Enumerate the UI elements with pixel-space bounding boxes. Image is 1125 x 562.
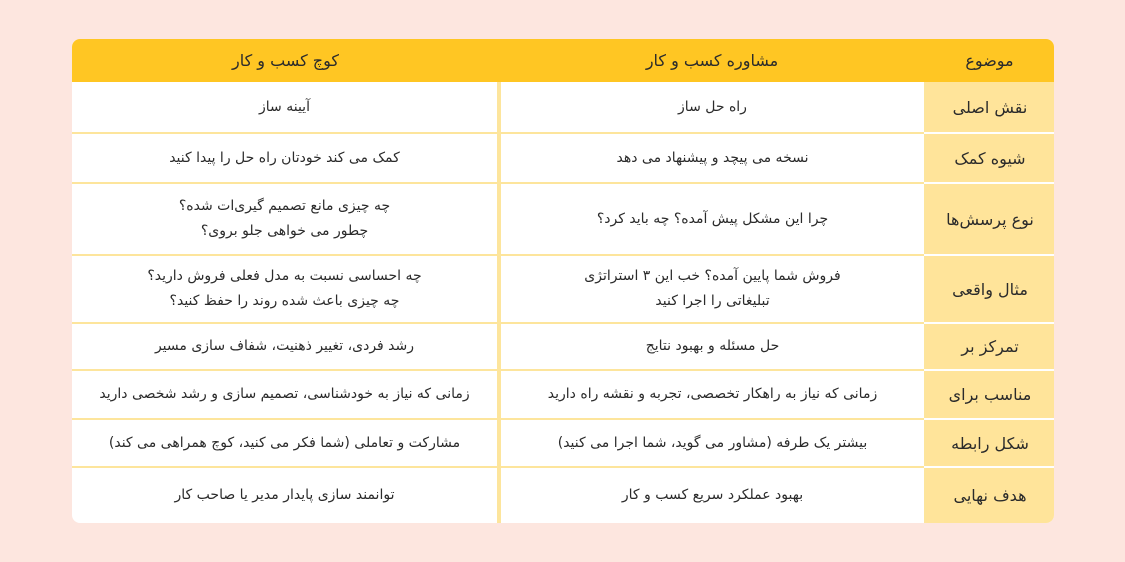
row-consultant-cell [499,255,925,323]
table-row [72,82,1054,133]
row-consultant-cell [499,467,925,523]
row-consultant-cell [499,183,925,255]
cell-text: مشارکت و تعاملی (شما فکر می کنید، کوچ همراهی می کند) [108,434,461,451]
row-topic: شیوه کمک [925,133,1054,183]
row-coach-cell [72,133,499,183]
row-consultant-cell [499,419,925,467]
cell-text: بهبود عملکرد سریع کسب و کار [621,487,804,503]
header-topic: موضوع [925,39,1054,82]
row-coach-cell [72,467,499,523]
cell-text: آیینه ساز [259,98,310,115]
table-row [72,133,1054,183]
table-row [72,323,1054,370]
cell-text: حل مسئله و بهبود نتایج [645,338,780,354]
row-coach-cell [72,183,499,255]
cell-text-line-1: چه احساسی نسبت به مدل فعلی فروش دارید؟ [147,268,422,284]
cell-text: رشد فردی، تغییر ذهنیت، شفاف سازی مسیر [154,338,415,354]
comparison-table-container [72,39,1054,523]
row-consultant-cell [499,82,925,133]
cell-text: توانمند سازی پایدار مدیر یا صاحب کار [174,487,395,503]
table-header-row [72,39,1054,82]
row-topic: مثال واقعی [925,255,1054,323]
row-coach-cell [72,370,499,419]
cell-text: بیشتر یک طرفه (مشاور می گوید، شما اجرا می کنید) [557,434,868,451]
table-row [72,255,1054,323]
comparison-table [72,39,1054,523]
cell-text-line-2: چطور می خواهی جلو بروی؟ [200,223,369,239]
table-row [72,467,1054,523]
cell-text-line-1: چه چیزی مانع تصمیم گیری‌ات شده؟ [178,198,391,214]
row-coach-cell [72,419,499,467]
cell-text: زمانی که نیاز به خودشناسی، تصمیم سازی و رشد شخصی دارید [99,386,470,402]
row-topic: تمرکز بر [925,323,1054,370]
row-topic: نقش اصلی [925,82,1054,133]
row-coach-cell [72,255,499,323]
cell-text-line-2: تبلیغاتی را اجرا کنید [655,293,770,309]
row-consultant-cell [499,133,925,183]
cell-text-line-1: فروش شما پایین آمده؟ خب این ۳ استراتژی [584,268,841,284]
row-topic: مناسب برای [925,370,1054,419]
header-consultant: مشاوره کسب و کار [499,39,925,82]
row-coach-cell [72,323,499,370]
row-coach-cell [72,82,499,133]
cell-text: چرا این مشکل پیش آمده؟ چه باید کرد؟ [596,210,829,227]
cell-text: کمک می کند خودتان راه حل را پیدا کنید [169,149,400,166]
cell-text: نسخه می پیچد و پیشنهاد می دهد [616,149,809,166]
row-consultant-cell [499,370,925,419]
row-topic: شکل رابطه [925,419,1054,467]
row-topic: هدف نهایی [925,467,1054,523]
cell-text: زمانی که نیاز به راهکار تخصصی، تجربه و نقشه راه دارید [547,386,878,402]
header-coach: کوچ کسب و کار [72,39,499,82]
table-row [72,419,1054,467]
row-consultant-cell [499,323,925,370]
table-row [72,183,1054,255]
row-topic: نوع پرسش‌ها [925,183,1054,255]
cell-text: راه حل ساز [678,98,747,115]
cell-text-line-2: چه چیزی باعث شده روند را حفظ کنید؟ [169,293,400,309]
table-row [72,370,1054,419]
